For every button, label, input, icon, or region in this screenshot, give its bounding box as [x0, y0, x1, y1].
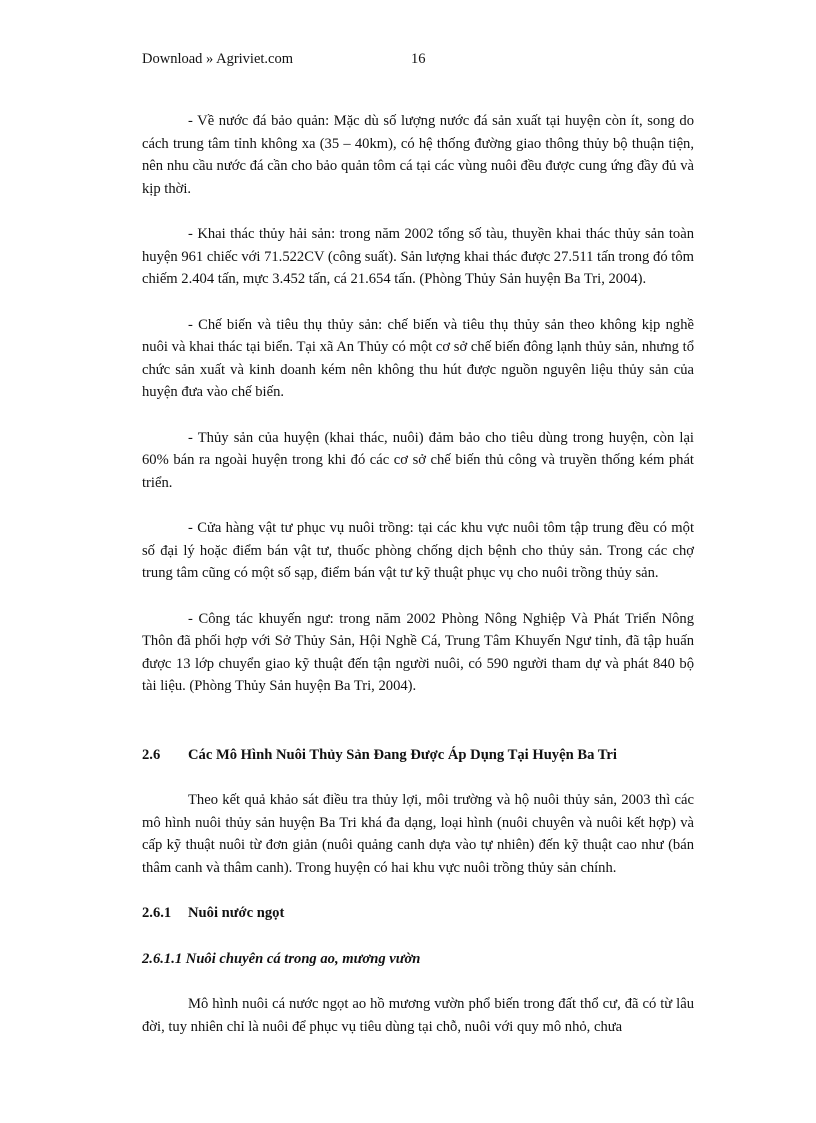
- subsubsection-heading: 2.6.1.1 Nuôi chuyên cá trong ao, mương vườn: [142, 950, 421, 967]
- section-heading: [142, 744, 694, 767]
- page-header: [142, 51, 426, 68]
- page-number: 16: [411, 51, 426, 67]
- paragraph-survey-results: Theo kết quả khảo sát điều tra thủy lợi, môi trường và hộ nuôi thủy sản, 2003 thì các mô hình nuôi thủy sản huyện Ba Tri khá đa dạng, loại hình (nuôi chuyên và nuôi kết hợp) và cấp kỹ thuật nuôi từ đơn giản (nuôi quảng canh dựa vào tự nhiên) đến kỹ thuật cao như (bán thâm canh và thâm canh). Trong huyện có hai khu vực nuôi trồng thủy sản chính.: [142, 792, 694, 876]
- document-body: [142, 110, 694, 1038]
- paragraph-supply-stores: - Cửa hàng vật tư phục vụ nuôi trồng: tại các khu vực nuôi tôm tập trung đều có một số đại lý hoặc điểm bán vật tư, thuốc phòng chống dịch bệnh cho thủy sản. Trong các chợ trung tâm cũng có một số sạp, điểm bán vật tư kỹ thuật phục vụ cho nuôi trồng thủy sản.: [142, 520, 694, 581]
- section-number: 2.6: [142, 746, 161, 763]
- subsection-heading: [142, 902, 694, 925]
- paragraph-ice-preservation: - Về nước đá bảo quản: Mặc dù số lượng nước đá sản xuất tại huyện còn ít, song do cách trung tâm tỉnh không xa (35 – 40km), có hệ thống đường giao thông thủy bộ thuận tiện, nên nhu cầu nước đá cần cho bảo quản tôm cá tại các vùng nuôi đều được cung ứng đầy đủ và kịp thời.: [142, 113, 694, 197]
- header-site-link[interactable]: Download » Agriviet.com: [142, 51, 294, 67]
- paragraph-extension: - Công tác khuyến ngư: trong năm 2002 Phòng Nông Nghiệp Và Phát Triển Nông Thôn đã phối hợp với Sở Thủy Sản, Hội Nghề Cá, Trung Tâm Khuyến Ngư tỉnh, đã tập huấn được 13 lớp chuyển giao kỹ thuật đến tận người nuôi, có 590 người tham dự và phát 840 bộ tài liệu. (Phòng Thủy Sản huyện Ba Tri, 2004).: [142, 610, 694, 694]
- paragraph-consumption: - Thủy sản của huyện (khai thác, nuôi) đảm bảo cho tiêu dùng trong huyện, còn lại 60% bán ra ngoài huyện trong khi đó các cơ sở chế biến thủ công và truyền thống kém phát triển.: [142, 429, 694, 491]
- subsection-number: 2.6.1: [142, 905, 172, 921]
- paragraph-processing: - Chế biến và tiêu thụ thủy sản: chế biến và tiêu thụ thủy sản theo không kịp nghề nuôi và khai thác tại biển. Tại xã An Thủy có một cơ sở chế biến đông lạnh thủy sản, nhưng tổ chức sản xuất và kinh doanh kém nên không thu hút được nguồn nguyên liệu thủy sản của huyện đưa vào chế biến.: [142, 316, 694, 400]
- subsection-title: Nuôi nước ngọt: [188, 905, 285, 921]
- section-title: Các Mô Hình Nuôi Thủy Sản Đang Được Áp Dụng Tại Huyện Ba Tri: [188, 746, 617, 763]
- paragraph-fishing: - Khai thác thủy hải sản: trong năm 2002 tổng số tàu, thuyền khai thác thủy sản toàn huyện 961 chiếc với 71.522CV (công suất). Sản lượng khai thác được 27.511 tấn trong đó tôm chiếm 2.404 tấn, mực 3.452 tấn, cá 21.654 tấn. (Phòng Thủy Sản huyện Ba Tri, 2004).: [142, 226, 694, 287]
- paragraph-freshwater-fish: Mô hình nuôi cá nước ngọt ao hồ mương vườn phổ biến trong đất thổ cư, đã có từ lâu đời, tuy nhiên chỉ là nuôi để phục vụ tiêu dùng tại chỗ, nuôi với quy mô nhỏ, chưa: [142, 996, 694, 1035]
